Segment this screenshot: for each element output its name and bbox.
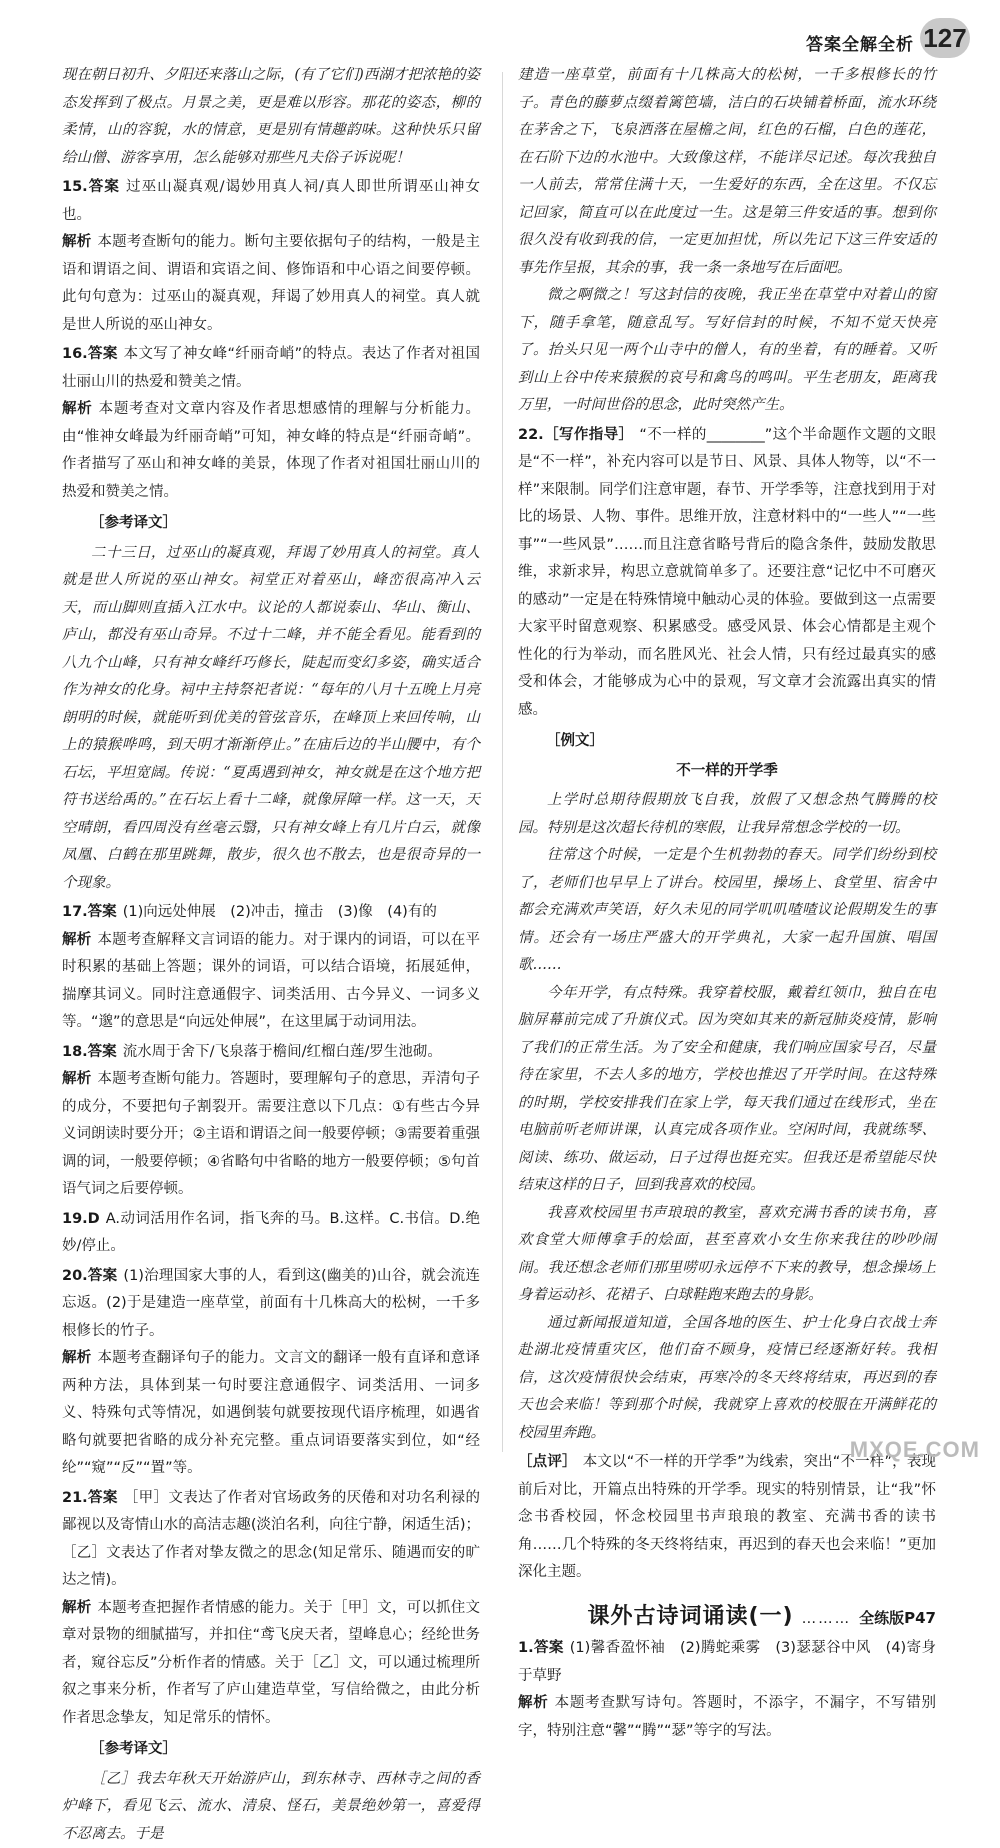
answer-label: 16.答案 xyxy=(62,346,118,362)
analysis-label: 解析 xyxy=(62,401,93,417)
answer-15 xyxy=(62,174,480,229)
answer-text: ［甲］文表达了作者对官场政务的厌倦和对功名利禄的鄙视以及寄情山水的高洁志趣(淡泊名利，向往宁静，闲适生活)；［乙］文表达了作者对挚友微之的思念(知足常乐、随遇而安的旷达之情)。 xyxy=(62,1490,480,1589)
analysis-text: 本题考查断句的能力。断句主要依据句子的结构，一般是主语和谓语之间、谓语和宾语之间、修饰语和中心语之间要停顿。此句句意为：过巫山的凝真观，拜谒了妙用真人的祠堂。真人就是世人所说的巫山神女。 xyxy=(62,234,480,333)
analysis-label: 解析 xyxy=(62,1071,91,1087)
answer-21 xyxy=(62,1485,480,1595)
essay-paragraph: 上学时总期待假期放飞自我，放假了又想念热气腾腾的校园。特别是这次超长待机的寒假，让我异常想念学校的一切。 xyxy=(518,787,936,842)
column-divider xyxy=(502,72,503,1452)
reference-translation-2: ［乙］我去年秋天开始游庐山，到东林寺、西林寺之间的香炉峰下，看见飞云、流水、清泉、怪石，美景绝妙第一，喜爱得不忍离去。于是 xyxy=(62,1766,480,1848)
essay-paragraph: 通过新闻报道知道，全国各地的医生、护士化身白衣战士奔赴湖北疫情重灾区，他们奋不顾身，疫情已经逐渐好转。我相信，这次疫情很快会结束，再寒冷的冬天终将结束，再迟到的春天也会来临！等到那个时候，我就穿上喜欢的校服在开满鲜花的校园里奔跑。 xyxy=(518,1310,936,1448)
comment xyxy=(518,1449,936,1587)
section-title: 课外古诗词诵读(一) xyxy=(588,1603,794,1631)
analysis-label: 解析 xyxy=(62,1350,91,1366)
analysis-label: 解析 xyxy=(62,1600,91,1616)
answer-label: 21.答案 xyxy=(62,1490,118,1506)
answer-text: 流水周于舍下/飞泉落于檐间/红榴白莲/罗生池砌。 xyxy=(123,1044,442,1060)
answer-s1 xyxy=(518,1635,936,1690)
answer-20 xyxy=(62,1263,480,1346)
essay-paragraph: 我喜欢校园里书声琅琅的教室，喜欢充满书香的读书角，喜欢食堂大师傅拿手的烩面，甚至喜欢小女生你来我往的吵吵闹闹。我还想念老师们那里唠叨永远停不下来的教导，想念操场上身着运动衫、花裙子、白球鞋跑来跑去的身影。 xyxy=(518,1200,936,1310)
answer-text: (1)治理国家大事的人，看到这(幽美的)山谷，就会流连忘返。(2)于是建造一座草堂，前面有十几株高大的松树，一千多根修长的竹子。 xyxy=(62,1268,480,1339)
answer-label: 19.D xyxy=(62,1211,100,1227)
analysis-17 xyxy=(62,927,480,1037)
comment-label: ［点评］ xyxy=(518,1454,577,1470)
answer-label: 1.答案 xyxy=(518,1640,564,1656)
section-dots: ……… xyxy=(802,1606,852,1634)
analysis-text: 本题考查解释文言词语的能力。对于课内的词语，可以在平时积累的基础上答题；课外的词语，可以结合语境，拓展延伸，揣摩其词义。同时注意通假字、词类活用、古今异义、一词多义等。“邈”的意思是“向远处伸展”，在这里属于动词用法。 xyxy=(62,932,480,1031)
answer-text: (1)馨香盈怀袖 (2)腾蛇乘雾 (3)瑟瑟谷中风 (4)寄身于草野 xyxy=(518,1640,936,1684)
answer-label: 22.［写作指导］ xyxy=(518,427,633,443)
analysis-20 xyxy=(62,1345,480,1483)
analysis-15 xyxy=(62,229,480,339)
answer-label: 15.答案 xyxy=(62,179,120,195)
reference-translation: 二十三日，过巫山的凝真观，拜谒了妙用真人的祠堂。真人就是世人所说的巫山神女。祠堂正对着巫山，峰峦很高冲入云天，而山脚则直插入江水中。议论的人都说泰山、华山、衡山、庐山，都没有巫山奇异。不过十二峰，并不能全看见。能看到的八九个山峰，只有神女峰纤巧修长，陡起而变幻多姿，确实适合作为神女的化身。祠中主持祭祀者说：“每年的八月十五晚上月亮朗明的时候，就能听到优美的管弦音乐，在峰顶上来回传响，山上的猿猴哗鸣，到天明才渐渐停止。”在庙后边的半山腰中，有个石坛，平坦宽阔。传说：“夏禹遇到神女，神女就是在这个地方把符书送给禹的。”在石坛上看十二峰，就像屏障一样。这一天，天空晴朗，看四周没有丝毫云翳，只有神女峰上有几片白云，就像凤凰、白鹤在那里跳舞，散步，很久也不散去，也是很奇异的一个现象。 xyxy=(62,540,480,898)
answer-text: A.动词活用作名词，指飞奔的马。B.这样。C.书信。D.绝妙/停止。 xyxy=(62,1211,480,1255)
section-page-ref: 全练版P47 xyxy=(859,1605,936,1633)
essay-paragraph: 今年开学，有点特殊。我穿着校服，戴着红领巾，独自在电脑屏幕前完成了升旗仪式。因为突如其来的新冠肺炎疫情，影响了我们的正常生活。为了安全和健康，我们响应国家号召，尽量待在家里，不去人多的地方，学校也推迟了开学时间。在这特殊的时期，学校安排我们在家上学，每天我们通过在线形式，坐在电脑前听老师讲课，认真完成各项作业。空闲时间，我就练琴、阅读、练功、做运动，日子过得也挺充实。但我还是希望能尽快结束这样的日子，回到我喜欢的校园。 xyxy=(518,980,936,1200)
answer-17 xyxy=(62,899,480,927)
header-title: 答案全解全析 xyxy=(806,30,914,55)
analysis-18 xyxy=(62,1066,480,1204)
analysis-text: 本题考查断句能力。答题时，要理解句子的意思，弄清句子的成分，不要把句子割裂开。需要注意以下几点：①有些古今异义词朗读时要分开；②主语和谓语之间一般要停顿；③需要着重强调的词，一般要停顿；④省略句中省略的地方一般要停顿；⑤句首语气词之后要停顿。 xyxy=(62,1071,480,1197)
analysis-text: 本题考查翻译句子的能力。文言文的翻译一般有直译和意译两种方法，具体到某一句时要注意通假字、词类活用、一词多义、特殊句式等情况，如遇倒装句就要按现代语序梳理，如遇省略句就要把省略的成分补充完整。重点词语要落实到位，如“经纶”“窥”“反”“置”等。 xyxy=(62,1350,480,1476)
analysis-label: 解析 xyxy=(518,1695,549,1711)
example-label: ［例文］ xyxy=(546,728,936,756)
answer-text: 本文写了神女峰“纤丽奇峭”的特点。表达了作者对祖国壮丽山川的热爱和赞美之情。 xyxy=(62,346,480,390)
essay-paragraph: 往常这个时候，一定是个生机勃勃的春天。同学们纷纷到校了，老师们也早早上了讲台。校园里，操场上、食堂里、宿舍中都会充满欢声笑语，好久未见的同学叽叽喳喳议论假期发生的事情。还会有一场庄严盛大的开学典礼，大家一起升国旗、唱国歌…… xyxy=(518,842,936,980)
page-number: 127 xyxy=(920,18,970,58)
analysis-label: 解析 xyxy=(62,234,91,250)
translation-continued-3: 微之啊微之！写这封信的夜晚，我正坐在草堂中对着山的窗下，随手拿笔，随意乱写。写好信封的时候，不知不觉天快亮了。抬头只见一两个山寺中的僧人，有的坐着，有的睡着。又听到山上谷中传来猿猴的哀号和禽鸟的鸣叫。平生老朋友，距离我万里，一时间世俗的思念，此时突然产生。 xyxy=(518,282,936,420)
reference-translation-title: ［参考译文］ xyxy=(90,510,480,538)
answer-text: 过巫山凝真观/谒妙用真人祠/真人即世所谓巫山神女也。 xyxy=(62,179,480,223)
page-header xyxy=(0,0,1000,70)
comment-text: 本文以“不一样的开学季”为线索，突出“不一样”，表现前后对比，开篇点出特殊的开学季。现实的特别情景，让“我”怀念书香校园，怀念校园里书声琅琅的教室、充满书香的读书角……几个特殊的冬天终将结束，再迟到的春天也会来临！”更加深化主题。 xyxy=(518,1454,936,1580)
analysis-text: 本题考查把握作者情感的能力。关于［甲］文，可以抓住文章对景物的细腻描写，并扣住“鸢飞戾天者，望峰息心；经纶世务者，窥谷忘反”分析作者的情感。关于［乙］文，可以通过梳理所叙之事来分析，作者写了庐山建造草堂，写信给微之，由此分析作者思念挚友，知足常乐的情怀。 xyxy=(62,1600,480,1726)
analysis-label: 解析 xyxy=(62,932,91,948)
right-column xyxy=(518,62,936,1745)
analysis-16 xyxy=(62,396,480,506)
writing-guide-22 xyxy=(518,422,936,725)
section-heading xyxy=(518,1603,936,1634)
essay-title: 不一样的开学季 xyxy=(518,758,936,786)
answer-label: 17.答案 xyxy=(62,904,117,920)
analysis-text: 本题考查对文章内容及作者思想感情的理解与分析能力。由“惟神女峰最为纤丽奇峭”可知，神女峰的特点是“纤丽奇峭”。作者描写了巫山和神女峰的美景，体现了作者对祖国壮丽山川的热爱和赞美之情。 xyxy=(62,401,480,500)
analysis-s1 xyxy=(518,1690,936,1745)
answer-18 xyxy=(62,1039,480,1067)
left-column xyxy=(62,62,480,1848)
analysis-text: 本题考查默写诗句。答题时，不添字，不漏字，不写错别字，特别注意“馨”“腾”“瑟”等字的写法。 xyxy=(518,1695,936,1739)
answer-16 xyxy=(62,341,480,396)
translation-continued-2: 建造一座草堂，前面有十几株高大的松树，一千多根修长的竹子。青色的藤萝点缀着篱笆墙，洁白的石块铺着桥面，流水环绕在茅舍之下，飞泉洒落在屋檐之间，红色的石榴，白色的莲花，在石阶下边的水池中。大致像这样，不能详尽记述。每次我独自一人前去，常常住满十天，一生爱好的东西，全在这里。不仅忘记回家，简直可以在此度过一生。这是第三件安适的事。想到你很久没有收到我的信，一定更加担忧，所以先记下这三件安适的事先作呈报，其余的事，我一条一条地写在后面吧。 xyxy=(518,62,936,282)
writing-guide-text: “不一样的________”这个半命题作文题的文眼是“不一样”，补充内容可以是节日、风景、具体人物等，以“不一样”来限制。同学们注意审题，春节、开学季等，注意找到用于对比的场景、人物、事件。思维开放，注意材料中的“一些人”“一些事”“一些风景”……而且注意省略号背后的隐含条件，鼓励发散思维，求新求异，构思立意就简单多了。还要注意“记忆中不可磨灭的感动”一定是在特殊情境中触动心灵的体验。要做到这一点需要大家平时留意观察、积累感受。感受风景、体会心情都是主观个性化的行为举动，而名胜风光、社会人情，只有经过最真实的感受和体会，才能够成为心中的景观，写文章才会流露出真实的情感。 xyxy=(518,427,936,718)
watermark: MXQE.COM xyxy=(850,1437,980,1463)
answer-19 xyxy=(62,1206,480,1261)
answer-label: 18.答案 xyxy=(62,1044,117,1060)
answer-label: 20.答案 xyxy=(62,1268,117,1284)
analysis-21 xyxy=(62,1595,480,1733)
reference-translation-title-2: ［参考译文］ xyxy=(90,1736,480,1764)
translation-continued: 现在朝日初升、夕阳还来落山之际，(有了它们)西湖才把浓艳的姿态发挥到了极点。月景之美，更是难以形容。那花的姿态，柳的柔情，山的容貌，水的情意，更是别有情趣韵味。这种快乐只留给山僧、游客享用，怎么能够对那些凡夫俗子诉说呢！ xyxy=(62,62,480,172)
answer-text: (1)向远处伸展 (2)冲击，撞击 (3)像 (4)有的 xyxy=(123,904,437,920)
